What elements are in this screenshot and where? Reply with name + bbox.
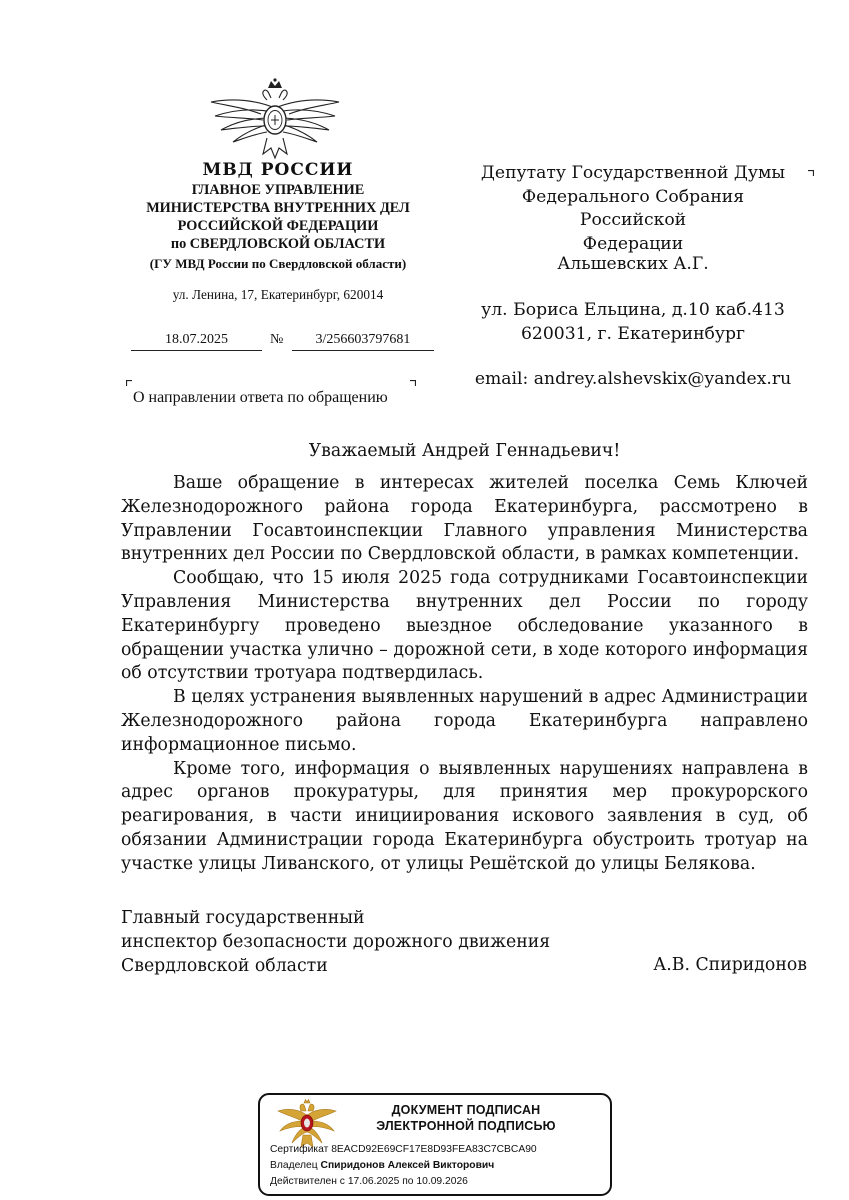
addressee-title-line: Федерального Собрания Российской (521, 186, 745, 230)
registration-date: 18.07.2025 (131, 332, 262, 351)
dept-line: (ГУ МВД России по Свердловской области) (149, 256, 407, 271)
addressee-title (470, 162, 796, 256)
addressee-title-line: Федерации (582, 233, 684, 254)
corner-mark (126, 380, 132, 386)
e-signature-stamp (258, 1093, 612, 1196)
org-name: МВД РОССИИ (202, 160, 354, 180)
paragraph: Сообщаю, что 15 июля 2025 года сотрудниками Госавтоинспекции Управления Министерства внутренних дел России по городу Екатеринбургу проведено выездное обследование указанного в обращении участка улично – дорожной сети, в ходе которого информация об отсутствии тротуара подтвердилась. (121, 568, 808, 684)
paragraph: Ваше обращение в интересах жителей поселка Семь Ключей Железнодорожного района города Екатеринбурга, рассмотрено в Управлении Госавтоинспекции Главного управления Министерства внутренних дел России по Свердловской области, в рамках компетенции. (121, 473, 808, 565)
addressee-name: Альшевских А.Г. (557, 254, 709, 274)
addressee-address-line: ул. Бориса Ельцина, д.10 каб.413 (481, 300, 785, 320)
paragraph: В целях устранения выявленных нарушений в адрес Администрации Железнодорожного района города Екатеринбурга направлено информационное письмо. (121, 687, 808, 755)
dept-line: ГЛАВНОЕ УПРАВЛЕНИЕ (191, 182, 365, 198)
corner-mark (410, 380, 416, 386)
dept-line: РОССИЙСКОЙ ФЕДЕРАЦИИ (177, 218, 379, 234)
letter-subject: О направлении ответа по обращению (133, 389, 388, 406)
dept-line: МИНИСТЕРСТВА ВНУТРЕННИХ ДЕЛ (146, 200, 410, 216)
greeting: Уважаемый Андрей Геннадьевич! (308, 441, 621, 461)
stamp-owner (270, 1160, 494, 1171)
signatory-title-line: Главный государственный (121, 908, 365, 928)
stamp-validity: Действителен с 17.06.2025 по 10.09.2026 (270, 1176, 468, 1187)
letter-body (121, 472, 808, 877)
signatory-title (121, 907, 550, 978)
addressee-address (470, 299, 796, 346)
signatory-name: А.В. Спиридонов (653, 955, 807, 975)
stamp-certificate-label: Сертификат (270, 1144, 329, 1155)
addressee-address-line: 620031, г. Екатеринбург (520, 323, 746, 344)
stamp-owner-label: Владелец (270, 1160, 318, 1171)
registration-number-label: № (270, 332, 284, 347)
stamp-certificate-value: 8EACD92E69CF17E8D93FEA83C7CBCA90 (331, 1144, 537, 1155)
signatory-title-line: Свердловской области (121, 955, 328, 976)
stamp-certificate (270, 1144, 537, 1155)
corner-mark (808, 170, 814, 176)
dept-line: по СВЕРДЛОВСКОЙ ОБЛАСТИ (170, 236, 386, 252)
org-address: ул. Ленина, 17, Екатеринбург, 620014 (172, 287, 384, 302)
addressee-title-line: Депутату Государственной Думы (480, 163, 786, 183)
signatory-title-line: инспектор безопасности дорожного движения (121, 931, 551, 952)
mvd-emblem-color (276, 1099, 338, 1149)
stamp-owner-value: Спиридонов Алексей Викторович (320, 1160, 495, 1171)
department-name (120, 181, 436, 273)
registration-number: 3/256603797681 (292, 332, 434, 351)
stamp-title-line: ЭЛЕКТРОННОЙ ПОДПИСЬЮ (376, 1119, 556, 1133)
stamp-title-line: ДОКУМЕНТ ПОДПИСАН (391, 1103, 541, 1117)
paragraph: Кроме того, информация о выявленных нарушениях направлена в адрес органов прокуратуры, для принятия мер прокурорского реагирования, в части инициирования искового заявления в суд, об обязании Администрации города Екатеринбурга обустроить тротуар на участке улицы Ливанского, от улицы Решётской до улицы Белякова. (121, 758, 808, 874)
addressee-email: email: andrey.alshevskix@yandex.ru (474, 369, 792, 389)
mvd-emblem (205, 78, 345, 160)
